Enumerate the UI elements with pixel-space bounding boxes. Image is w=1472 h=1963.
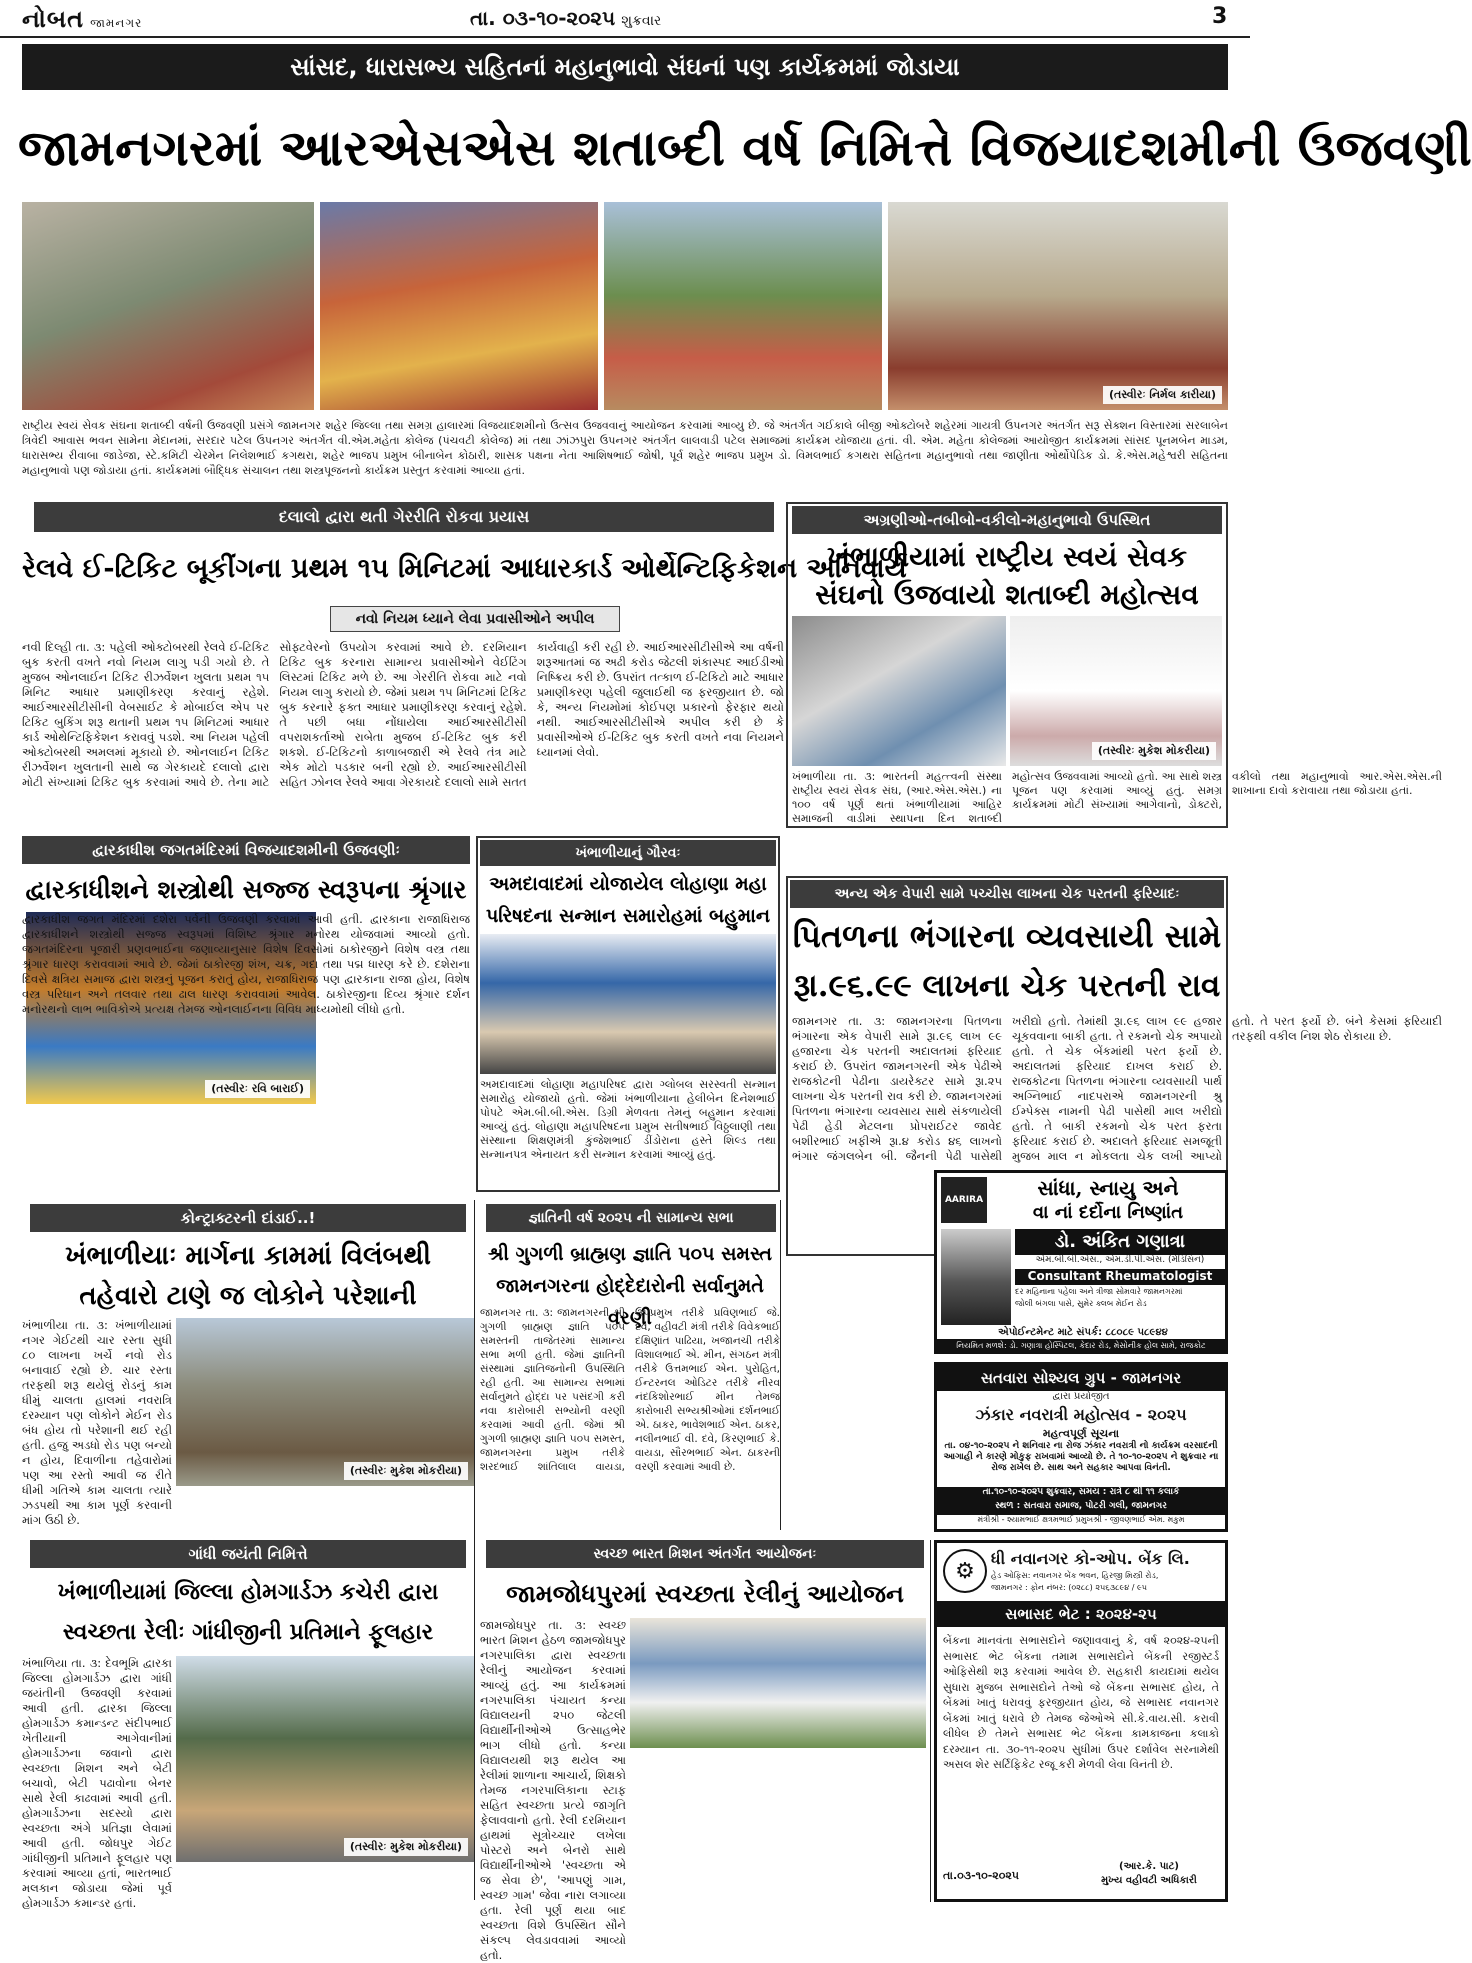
lohana-headline: અમદાવાદમાં યોજાયેલ લોહાણા મહા પરિષદના સન્માન સમારોહમાં બહુમાન bbox=[485, 873, 771, 927]
doctor-phone: એપોઈન્ટમેન્ટ માટે સંપર્ક: ૮૮૦૮૯ ૫૮૯૪૪ bbox=[998, 1327, 1168, 1338]
issue-date: તા. ૦૩-૧૦-૨૦૨૫ શુક્રવાર bbox=[470, 6, 662, 30]
railway-body: નવી દિલ્હી તા. ૩: પહેલી ઓક્ટોબરથી રેલવે ઈ-ટિકિટ બુક કરતી વખતે નવો નિયમ લાગુ પડી ગયો છે. તે મુજબ ઓનલાઈન ટિકિટ રીઝર્વેશન ખુલતા પ્રથમ ૧૫ મિનિટ આધાર પ્રમાણીકરણ કરવાનું રહેશે. આઈઆરસીટીસીની વેબસાઈટ કે મોબાઈલ એપ પર ટિકિટ બુકિંગ શરૂ થતાની પ્રથમ ૧૫ મિનિટમાં આધાર કાર્ડ ઓથેન્ટિફિકેશન કરાવવું પડશે. આ નિયમ પહેલી ઓક્ટોબરથી અમલમાં મૂકાયો છે. ઓનલાઈન ટિકિટ રીઝર્વેશન ખુલતાની સાથે જ ગેરકાયદે દલાલો દ્વારા મોટી સંખ્યામાં ટિકિટ બુક કરવામાં આવે છે. તેના માટે સોફ્ટવેરનો ઉપયોગ કરવામાં આવે છે. દરમિયાન ટિકિટ બુક કરનારા સામાન્ય પ્રવાસીઓને વેઈટિંગ લિસ્ટમાં ટિકિટ મળે છે. આ ગેરરીતિ રોકવા માટે નવો નિયમ લાગુ કરાયો છે. જેમાં પ્રથમ ૧૫ મિનિટમાં ટિકિટ બુક કરનારે ફક્ત આધાર પ્રમાણીકરણ કરવાનું રહેશે. તે પછી બધા નોંધાયેલા આઈઆરસીટીસી વપરાશકર્તાઓ રાબેતા મુજબ ઈ-ટિકિટ બુક કરી શકશે. ઈ-ટિકિટનો કાળાબજારી એ રેલવે તંત્ર માટે એક મોટો પડકાર બની રહ્યો છે. આઈઆરસીટીસી સહિત ઝોનલ રેલવે આવા ગેરકાયદે દલાલો સામે સતત કાર્યવાહી કરી રહી છે. આઈઆરસીટીસીએ આ વર્ષની શરૂઆતમાં જ અઢી કરોડ જેટલી શંકાસ્પદ આઈડીઓ નિષ્ક્રિય કરી છે. ઉપરાંત તત્કાળ ઈ-ટિકિટો માટે આધાર પ્રમાણીકરણ પહેલી જુલાઈથી જ ફરજીયાત છે. જો કે, અન્ય નિયમોમાં કોઈપણ પ્રકારનો ફેરફાર થયો નથી. આઈઆરસીટીસીએ અપીલ કરી છે કે પ્રવાસીઓએ ઈ-ટિકિટ બુક કરતી વખતે નવા નિયમને ધ્યાનમાં લેવો. bbox=[22, 640, 784, 789]
navratri-org: સતવારા સોશ્યલ ગ્રુપ - જામનગર bbox=[937, 1365, 1225, 1391]
gandhi-photo bbox=[176, 1656, 474, 1862]
lead-photo-2 bbox=[320, 202, 598, 410]
brass-body: જામનગર તા. ૩: જામનગરના પિતળના ભંગારના એક વેપારી સામે રૂા.૯૬ લાખ ૯૯ હજારના ચેક પરતની અદાલતમાં ફરિયાદ કરાઈ છે. ઉપરાંત જામનગરની એક પેઢીએ રાજકોટની પેઢીના ડાયરેક્ટર સામે રૂા.૨૫ લાખના ચેક પરતની રાવ કરી છે. જામનગરમાં પિતળના ભંગારના વ્યવસાય સાથે સંકળાયેલી પેઢી હેડી મેટલના પ્રોપરાઈટર જાવેદ બશીરભાઈ ખફીએ રૂા.૪ કરોડ ૪૬ લાખનો ભંગાર જંગલબેન બી. જૈનની પેઢી પાસેથી ખરીદ્યો હતો. તેમાંથી રૂા.૯૬ લાખ ૯૯ હજાર ચૂકવવાના બાકી હતા. તે રકમનો ચેક અપાયો હતો. તે ચેક બેંકમાંથી પરત ફર્યો છે. અદાલતમાં ફરિયાદ દાખલ કરાઈ છે. રાજકોટના પિતળના ભંગારના વ્યવસાયી પાર્થ અગ્નિભાઈ નાદપરાએ જામનગરની શ્રુ ઈમ્પેક્સ નામની પેઢી પાસેથી માલ ખરીદ્યો હતો. તે બાકી રકમનો ચેક પરત ફરતા ફરિયાદ કરાઈ છે. અદાલતે ફરિયાદ સમજૂતી મુજબ માલ ન મોકલતા ચેક લખી આપ્યો હતો. તે પરત ફર્યો છે. બંને કેસમાં ફરિયાદી તરફથી વકીલ નિશ શેઠ રોકાયા છે. bbox=[792, 1014, 1442, 1163]
brass-headline-2: રૂા.૯૬.૯૯ લાખના ચેક પરતની રાવ bbox=[793, 968, 1221, 1004]
bank-name: ધી નવાનગર કો-ઓપ. બેંક લિ. bbox=[991, 1549, 1190, 1568]
bank-signer: (આર.કે. પાટ) bbox=[1119, 1861, 1179, 1872]
rss-photo-2 bbox=[1010, 616, 1222, 766]
contractor-photo bbox=[176, 1318, 474, 1486]
dwarka-headline: દ્વારકાધીશને શસ્ત્રોથી સજ્જ સ્વરૂપના શ્રૃંગાર bbox=[25, 875, 467, 904]
contractor-headline-1: ખંભાળીયાઃ માર્ગના કામમાં વિલંબથી bbox=[65, 1241, 431, 1271]
bank-section-title: સભાસદ ભેટ : ૨૦૨૪-૨૫ bbox=[937, 1601, 1225, 1627]
brass-kicker: અન્ય એક વેપારી સામે પચ્ચીસ લાખના ચેક પરતની ફરિયાદઃ bbox=[790, 880, 1224, 908]
contractor-body: ખંભાળીયા તા. ૩: ખંભાળીયામાં નગર ગેઈટથી ચાર રસ્તા સુધી ૮૦ લાખના ખર્ચે નવો રોડ બનાવાઈ રહ્યો છે. ચાર રસ્તા તરફથી શરૂ થયેલું રોડનું કામ ધીમું ચાલતા હાલમાં નવરાત્રિ દરમ્યાન પણ લોકોને મેઈન રોડ બંધ હોય તો પરેશાની થઈ રહી હતી. હજુ અડધો રોડ પણ બન્યો ન હોય, દિવાળીના તહેવારોમાં પણ આ રસ્તો આવી જ રીતે ધીમી ગતિએ કામ ચાલતા ત્યારે ઝડપથી આ કામ પૂર્ણ કરવાની માંગ ઉઠી છે. bbox=[22, 1318, 172, 1527]
doctor-title: Consultant Rheumatologist bbox=[1015, 1269, 1225, 1285]
dwarka-body: દ્વારકાધીશ જગત મંદિરમાં દશેરા પર્વની ઉજવણી કરવામાં આવી હતી. દ્વારકાના રાજાધિરાજ દ્વારકાધીશને શસ્ત્રોથી સજ્જ સ્વરૂપમાં વિશિષ્ટ શ્રૃંગાર મનોરથ યોજવામાં આવ્યો હતો. જગતમંદિરના પૂજારી પ્રણવભાઈના જણાવ્યાનુસાર વિશેષ દિવસોમાં ઠાકોરજીને વિશેષ વસ્ત્ર તથા શ્રૃંગાર ધારણ કરાવવામાં આવે છે. જેમાં ઠાકોરજી શંખ, ચક્ર, ગદા તથા પદ્મ ધારણ કરે છે. દશેરાના દિવસે ક્ષત્રિય સમાજ દ્વારા શસ્ત્રનું પૂજન કરાતું હોય, રાજાધિરાજ પણ દ્વારકાના રાજા હોય, વિશેષ વસ્ત્ર પરિધાન અને તલવાર તથા ઢાલ ધારણ કરાવવામાં આવેલ. ઠાકોરજીના દિવ્ય શ્રૃંગાર દર્શન મનોરથનો લાભ ભાવિકોએ પ્રત્યક્ષ તેમજ ઓનલાઈનના વિવિધ માધ્યમોથી લીધો હતો. bbox=[22, 912, 470, 1016]
gandhi-kicker: ગાંધી જયંતી નિમિત્તે bbox=[30, 1540, 466, 1568]
bank-signer-title: મુખ્ય વહીવટી અધિકારી bbox=[1101, 1875, 1197, 1886]
lohana-kicker: ખંભાળીયાનું ગૌરવઃ bbox=[480, 840, 776, 866]
bank-logo-icon: ⚙ bbox=[943, 1549, 987, 1593]
brahmin-body: જામનગર તા. ૩: જામનગરની શ્રી ગુગળી બ્રાહ્મણ જ્ઞાતિ ૫૦૫ સમસ્તની તાજેતરમાં સામાન્ય સભા મળી હતી. જેમાં જ્ઞાતિની સંસ્થામાં જ્ઞાતિજનોની ઉપસ્થિતિ રહી હતી. આ સામાન્ય સભામાં સર્વાનુમતે હોદ્દા પર પસંદગી કરી નવા કારોબારી સભ્યોની વરણી કરવામાં આવી હતી. જેમાં શ્રી ગુગળી બ્રાહ્મણ જ્ઞાતિ ૫૦૫ સમસ્ત, જામનગરના પ્રમુખ તરીકે શરદભાઈ શાંતિલાલ વાયડા, ઉપપ્રમુખ તરીકે પ્રવિણભાઈ જે. દવે, વહીવટી મંત્રી તરીકે વિવેકભાઈ દક્ષિણાંત પાઢિયા, ખજાનચી તરીકે વિશાલભાઈ એ. મીન, સંગઠન મંત્રી તરીકે ઉત્તમભાઈ એન. પુરોહિત, ઈન્ટરનલ ઓડિટર તરીકે નીરવ નંદકિશોરભાઈ મીન તેમજ કારોબારી સભ્યશ્રીઓમાં દર્શનભાઈ એ. ઠાકર, ભાવેશભાઈ એન. ઠાકર, નલીનભાઈ વી. દવે, કિરણભાઈ કે. વાયડા, સૌરભભાઈ એન. ઠાકરની વરણી કરવામાં આવી છે. bbox=[480, 1307, 780, 1473]
gandhi-headline-1: ખંભાળીયામાં જિલ્લા હોમગાર્ડઝ કચેરી દ્વારા bbox=[57, 1579, 439, 1605]
brahmin-headline-2: જામનગરના હોદ્દેદારોની સર્વાનુમતે વરણી bbox=[496, 1275, 764, 1329]
railway-kicker: દલાલો દ્વારા થતી ગેરરીતિ રોકવા પ્રયાસ bbox=[34, 502, 774, 532]
lohana-photo bbox=[480, 934, 776, 1074]
gandhi-body: ખંભાળિયા તા. ૩: દેવભૂમિ દ્વારકા જિલ્લા હોમગાર્ડઝ દ્વારા ગાંધી જયંતીની ઉજવણી કરવામાં આવી હતી. દ્વારકા જિલ્લા હોમગાર્ડઝ કમાન્ડન્ટ સંદીપભાઈ ખેતીયાની આગેવાનીમાં હોમગાર્ડઝના જવાનો દ્વારા સ્વચ્છતા મિશન અને બેટી બચાવો, બેટી પઢાવોના બેનર સાથે રેલી કાઢવામાં આવી હતી. હોમગાર્ડઝના સદસ્યો દ્વારા સ્વચ્છતા અંગે પ્રતિજ્ઞા લેવામાં આવી હતી. જોધપુર ગેઈટ ગાંધીજીની પ્રતિમાને ફૂલહાર પણ કરવામાં આવ્યા હતાં, ભારતભાઈ મલકાન જોડાયા જેમાં પૂર્વ હોમગાર્ડઝ કમાન્ડર હતાં. bbox=[22, 1656, 172, 1910]
doctor-ad bbox=[934, 1170, 1228, 1354]
bank-notice bbox=[934, 1540, 1228, 1902]
rss-body: ખંભાળીયા તા. ૩: ભારતની મહત્ત્વની સંસ્થા રાષ્ટ્રીય સ્વયં સેવક સંઘ, (આર.એસ.એસ.) ના ૧૦૦ વર્ષ પૂર્ણ થતાં ખંભાળીયામાં આહિર સમાજની વાડીમાં સ્થાપના દિન શતાબ્દી મહોત્સવ ઉજવવામાં આવ્યો હતો. આ સાથે શસ્ત્ર પૂજન પણ કરવામાં આવ્યું હતું. સમગ્ર કાર્યક્રમમાં મોટી સંખ્યામાં આગેવાનો, ડોક્ટરો, વકીલો તથા મહાનુભાવો આર.એસ.એસ.ની શાખાના દાવો કરાવાયા તથા જોડાયા હતાં. bbox=[792, 770, 1442, 825]
doctor-line-2: જોલી બંગલા પાસે, સુમેર ક્લબ મેઈન રોડ bbox=[1015, 1299, 1147, 1308]
doctor-footer: નિયમિત મળશે: ડો. ગણાત્રા હોસ્પિટલ, કેદાર રોડ, મેસોનીક હોલ સામે, રાજકોટ bbox=[937, 1339, 1225, 1353]
lohana-body: અમદાવાદમાં લોહાણા મહાપરિષદ દ્વારા ગ્લોબલ સરસ્વતી સન્માન સમારોહ યોજાયો હતો. જેમાં ખંભાળીયાના હેલીબેન દિનેશભાઈ પોપટે એમ.બી.બી.એસ. ડિગ્રી મેળવતા તેમનું બહુમાન કરવામાં આવ્યું હતું. લોહાણા મહાપરિષદના પ્રમુખ સતીષભાઈ વિઠ્ઠલાણી તથા સંસ્થાના શિક્ષણમંત્રી કુંજેશભાઈ ડીંડોરાના હસ્તે શિલ્ડ તથા સન્માનપત્ર એનાયત કરી સન્માન કરવામાં આવ્યું હતું. bbox=[480, 1078, 776, 1161]
lead-body: રાષ્ટ્રીય સ્વયં સેવક સંઘના શતાબ્દી વર્ષની ઉજવણી પ્રસંગે જામનગર શહેર જિલ્લા તથા સમગ્ર હાલારમાં વિજયાદશમીનો ઉત્સવ ઉજવવાનું આયોજન કરવામાં આવ્યુ છે. જે અંતર્ગત ગઈકાલે બીજી ઓક્ટોબરે શહેરમાં ગાયત્રી ઉપનગર અંતર્ગત સરૂ સેક્શન વિસ્તારમાં સરલાબેન ત્રિવેદી આવાસ ભવન સામેના મેદાનમાં, સરદાર પટેલ ઉપનગર અંતર્ગત વી.એમ.મહેતા કોલેજ (પંચવટી કોલેજ) માં તથા ઝાંઝપુરા ઉપનગર અંતર્ગત લાલવાડી પટેલ સમાજમાં કાર્યક્રમ યોજાયા હતાં. વી. એમ. મહેતા કોલેજમાં આયોજીત કાર્યક્રમમાં સાંસદ પૂનમબેન માડમ, ધારાસભ્ય રીવાબા જાડેજા, સ્ટે.કમિટી ચેરમેન નિલેશભાઈ કગથરા, શહેર ભાજપ પ્રમુખ બીનાબેન કોઠારી, શાસક પક્ષના નેતા આશિષભાઈ જોષી, પૂર્વ શહેર ભાજપ પ્રમુખ ડો. વિમલભાઈ કગથરા સહિતના મહાનુભાવો તથા જાણીતા ઓર્થોપેડિક ડો. કે.એસ.મહેશ્વરી સહિતના મહાનુભાવો પણ જોડાયા હતાં. કાર્યક્રમમાં બૌદ્ધિક સંચાલન તથા શસ્ત્રપૂજનનો કાર્યક્રમ પ્રસ્તુત કરવામાં આવ્યા હતાં. bbox=[22, 419, 1228, 477]
bank-address-2: જામનગર : ફોન નંબર: (૦૨૮૮) ૨૫૬૩૮૯૪ / ૯૫ bbox=[991, 1583, 1147, 1592]
page-number: 3 bbox=[1212, 4, 1228, 29]
gandhi-photo-credit: (તસ્વીરઃ મુકેશ મોકરીયા) bbox=[344, 1838, 468, 1856]
doctor-name: ડો. અંકિત ગણાત્રા bbox=[1015, 1229, 1225, 1255]
navratri-signers: મંત્રીશ્રી - શ્યામભાઈ ક્ષત્રમભાઈ પ્રમુખશ્રી - જીવણભાઈ એમ. મકુમ bbox=[977, 1515, 1185, 1524]
brass-headline-1: પિતળના ભંગારના વ્યવસાયી સામે bbox=[792, 917, 1222, 955]
swachh-body-left: જામજોધપુર તા. ૩: સ્વચ્છ ભારત મિશન હેઠળ જામજોધપુર નગરપાલિકા દ્વારા સ્વચ્છતા રેલીનું આયોજન કરવામાં આવ્યું હતું. આ કાર્યક્રમમાં નગરપાલિકા પંચાયત કન્યા વિદ્યાલયની ૨૫૦ જેટલી વિદ્યાર્થીનીઓએ ઉત્સાહભેર ભાગ લીધો હતો. કન્યા વિદ્યાલયથી શરૂ થયેલ આ રેલીમાં શાળાના આચાર્ય, શિક્ષકો તેમજ નગરપાલિકાના સ્ટાફ સહિત સ્વચ્છતા પ્રત્યે જાગૃતિ ફેલાવવાનો હતો. રેલી દરમિયાન હાથમાં સૂત્રોચ્ચાર લખેલા પોસ્ટરો અને બેનરો સાથે વિદ્યાર્થીનીઓએ 'સ્વચ્છતા એ જ સેવા છે', 'આપણું ગામ, સ્વચ્છ ગામ' જેવા નારા લગાવ્યા હતા. રેલી પૂર્ણ થયા બાદ સ્વચ્છતા વિશે ઉપસ્થિત સૌને સંકલ્પ લેવડાવવામાં આવ્યો હતો. bbox=[480, 1618, 626, 1962]
column-rule bbox=[930, 1540, 931, 1902]
navratri-notice-title: મહત્વપૂર્ણ સૂચના bbox=[1042, 1427, 1120, 1440]
lead-photo-4 bbox=[888, 202, 1228, 410]
rss-kicker: અગ્રણીઓ-તબીબો-વકીલો-મહાનુભાવો ઉપસ્થિત bbox=[792, 506, 1222, 534]
rss-headline: ખંભાળીયામાં રાષ્ટ્રીય સ્વયં સેવક સંઘનો ઉજવાયો શતાબ્દી મહોત્સવ bbox=[815, 540, 1199, 611]
column-rule bbox=[780, 1200, 781, 1530]
navratri-event: ઝંકાર નવરાત્રી મહોત્સવ - ૨૦૨૫ bbox=[975, 1405, 1187, 1424]
doctor-photo bbox=[941, 1229, 1011, 1325]
brahmin-headline-1: શ્રી ગુગળી બ્રાહ્મણ જ્ઞાતિ ૫૦૫ સમસ્ત bbox=[488, 1243, 772, 1265]
lead-headline: જામનગરમાં આરએસએસ શતાબ્દી વર્ષ નિમિત્તે વિજયાદશમીની ઉજવણી bbox=[18, 118, 1472, 177]
navratri-by: દ્વારા પ્રયોજીત bbox=[1052, 1391, 1110, 1402]
doctor-ad-head-1: સાંધા, સ્નાયુ અને bbox=[1037, 1176, 1179, 1200]
brahmin-kicker: જ્ઞાતિની વર્ષ ૨૦૨૫ ની સામાન્ય સભા bbox=[486, 1204, 776, 1232]
navratri-notice: તા. ૦૪-૧૦-૨૦૨૫ ને શનિવાર ના રોજ ઝંકાર નવરાત્રી નો કાર્યક્રમ વરસાદની આગાહી ને કારણે મોકુફ રાખવામાં આવ્યો છે. તે ૧૦-૧૦-૨૦૨૫ ને શુક્રવાર ના રોજ રાખેલ છે. સાથ અને સહકાર આપવા વિનંતી. bbox=[943, 1441, 1219, 1473]
bank-address-1: હેડ ઓફિસ: નવાનગર બેંક ભવન, હિરજી મિસ્ત્રી રોડ, bbox=[991, 1571, 1159, 1580]
masthead-bar bbox=[0, 0, 1250, 38]
lead-kicker: સાંસદ, ધારાસભ્ય સહિતનાં મહાનુભાવો સંઘનાં પણ કાર્યક્રમમાં જોડાયા bbox=[22, 44, 1228, 90]
newspaper-logo: નોબત જામનગર bbox=[22, 4, 143, 33]
brass-body-cont bbox=[792, 1170, 932, 1171]
column-rule bbox=[474, 1200, 475, 1900]
swachh-headline: જામજોધપુરમાં સ્વચ્છતા રેલીનું આયોજન bbox=[506, 1579, 904, 1608]
doctor-ad-head-2: વા નાં દર્દોના નિષ્ણાંત bbox=[1032, 1202, 1184, 1223]
lead-photo-3 bbox=[604, 202, 882, 410]
railway-headline: રેલવે ઈ-ટિકિટ બૂકીંગના પ્રથમ ૧૫ મિનિટમાં આધારકાર્ડ ઓર્થેન્ટિફિકેશન અનિવાર્ય bbox=[22, 553, 907, 584]
navratri-ad bbox=[934, 1362, 1228, 1532]
rss-photo-1 bbox=[792, 616, 1006, 766]
rss-photo-credit: (તસ્વીરઃ મુકેશ મોકરીયા) bbox=[1092, 742, 1216, 760]
doctor-line-1: દર મહિનાના પહેલા અને ત્રીજા સોમવારે જામનગરમાં bbox=[1015, 1287, 1183, 1296]
railway-subhead: નવો નિયમ ધ્યાને લેવા પ્રવાસીઓને અપીલ bbox=[330, 606, 620, 632]
gandhi-headline-2: સ્વચ્છતા રેલીઃ ગાંધીજીની પ્રતિમાને ફૂલહાર bbox=[62, 1619, 434, 1645]
dwarka-kicker: દ્વારકાધીશ જગતમંદિરમાં વિજયાદશમીની ઉજવણીઃ bbox=[22, 836, 470, 864]
navratri-schedule: તા.૧૦-૧૦-૨૦૨૫ શુક્રવાર, સમય : રાત્રે ૮ થી ૧૧ કલાકે bbox=[937, 1487, 1225, 1501]
contractor-headline-2: તહેવારો ટાણે જ લોકોને પરેશાની bbox=[79, 1281, 417, 1311]
doctor-degree: એમ.બી.બી.એસ., એમ.ડી.પી.એસ. (મેડિસિન) bbox=[1035, 1255, 1205, 1265]
swachh-photo bbox=[630, 1618, 926, 1748]
dwarka-photo-credit: (તસ્વીરઃ રવિ બારાઈ) bbox=[205, 1080, 310, 1098]
bank-date: તા.૦૩-૧૦-૨૦૨૫ bbox=[943, 1869, 1020, 1882]
lead-photo-credit: (તસ્વીરઃ નિર્મલ કારીયા) bbox=[1103, 386, 1222, 404]
contractor-kicker: કોન્ટ્રાક્ટરની દાંડાઈ..! bbox=[30, 1204, 466, 1232]
contractor-photo-credit: (તસ્વીરઃ મુકેશ મોકરીયા) bbox=[344, 1462, 468, 1480]
navratri-venue: સ્થળ : સતવારા સમાજ, પોટરી ગલી, જામનગર bbox=[937, 1501, 1225, 1515]
aarira-brand: AARIRA bbox=[941, 1177, 987, 1223]
swachh-kicker: સ્વચ્છ ભારત મિશન અંતર્ગત આયોજનઃ bbox=[486, 1540, 924, 1568]
bank-body: બેંકના માનવંતા સભાસદોને જણાવવાનું કે, વર્ષ ૨૦૨૪-૨૫ની સભાસદ ભેટ બેંકના તમામ સભાસદોને બેંકની રજીસ્ટર્ડ ઓફિસેથી શરૂ કરવામાં આવેલ છે. સહકારી કાયદામાં થયેલ સુધારા મુજબ સભાસદોને તેઓ જે બેંકના સભાસદ હોય, તે બેંકમાં ખાતું ધરાવવું ફરજીયાત હોય, જે સભાસદ નવાનગર બેંકમાં ખાતું ધરાવે છે તેમજ જેઓએ સી.કે.વાય.સી. કરાવી લીધેલ છે તેમને સભાસદ ભેટ બેંકના કામકાજના કલાકો દરમ્યાન તા. ૩૦-૧૧-૨૦૨૫ સુધીમાં ઉપર દર્શાવેલ સરનામેથી અસલ શેર સર્ટિફિકેટ રજૂ કરી મેળવી લેવા વિનંતી છે. bbox=[943, 1634, 1219, 1771]
lead-photo-1 bbox=[22, 202, 314, 410]
